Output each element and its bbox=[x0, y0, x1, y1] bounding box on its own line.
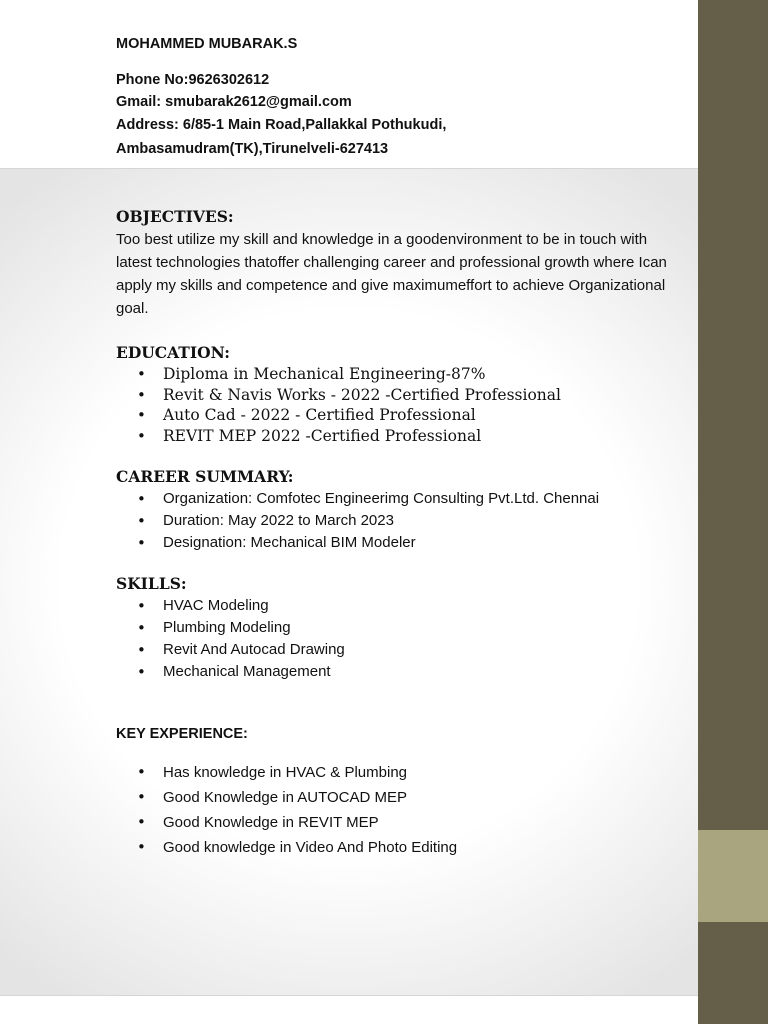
phone-number: Phone No:9626302612 bbox=[116, 72, 270, 88]
career-summary-list bbox=[116, 488, 686, 554]
list-item: • Has knowledge in HVAC & Plumbing bbox=[116, 760, 686, 785]
list-item: • Good Knowledge in REVIT MEP bbox=[116, 810, 686, 835]
objectives-heading: OBJECTIVES: bbox=[116, 207, 234, 226]
skills-section bbox=[116, 573, 686, 683]
list-item: • Revit And Autocad Drawing bbox=[116, 639, 686, 661]
list-item: • Diploma in Mechanical Engineering-87% bbox=[116, 364, 686, 385]
skills-heading: SKILLS: bbox=[116, 574, 187, 593]
list-item: • Good knowledge in Video And Photo Editing bbox=[116, 835, 686, 860]
key-experience-heading: KEY EXPERIENCE: bbox=[116, 726, 248, 742]
address-line-2: Ambasamudram(TK),Tirunelveli-627413 bbox=[116, 141, 389, 157]
email-address: Gmail: smubarak2612@gmail.com bbox=[116, 94, 352, 110]
list-item: • Good Knowledge in AUTOCAD MEP bbox=[116, 785, 686, 810]
career-summary-section bbox=[116, 466, 686, 554]
objectives-text: Too best utilize my skill and knowledge in a goodenvironment to be in touch with latest technologies thatoffer challenging career and professional growth where Ican apply my skills and competence and give maximumeffort to achieve Organizational goal. bbox=[116, 231, 667, 317]
list-item: • Auto Cad - 2022 - Certified Professional bbox=[116, 405, 686, 426]
career-summary-heading: CAREER SUMMARY: bbox=[116, 467, 294, 486]
list-item: • Mechanical Management bbox=[116, 661, 686, 683]
resume-header bbox=[116, 36, 686, 161]
list-item: • HVAC Modeling bbox=[116, 595, 686, 617]
education-list bbox=[116, 364, 686, 446]
resume-body bbox=[116, 206, 686, 860]
education-section bbox=[116, 342, 686, 446]
address-line-1: Address: 6/85-1 Main Road,Pallakkal Pothukudi, bbox=[116, 117, 447, 133]
objectives-section bbox=[116, 206, 686, 320]
key-experience-list bbox=[116, 760, 686, 860]
list-item: • REVIT MEP 2022 -Certified Professional bbox=[116, 426, 686, 447]
candidate-name: MOHAMMED MUBARAK.S bbox=[116, 36, 298, 52]
list-item: • Duration: May 2022 to March 2023 bbox=[116, 510, 686, 532]
list-item: • Designation: Mechanical BIM Modeler bbox=[116, 532, 686, 554]
sidebar-accent-block bbox=[698, 830, 768, 922]
list-item: • Organization: Comfotec Engineerimg Consulting Pvt.Ltd. Chennai bbox=[116, 488, 686, 510]
key-experience-section bbox=[116, 723, 686, 860]
education-heading: EDUCATION: bbox=[116, 343, 230, 362]
list-item: • Plumbing Modeling bbox=[116, 617, 686, 639]
skills-list bbox=[116, 595, 686, 683]
list-item: • Revit & Navis Works - 2022 -Certified Professional bbox=[116, 385, 686, 406]
